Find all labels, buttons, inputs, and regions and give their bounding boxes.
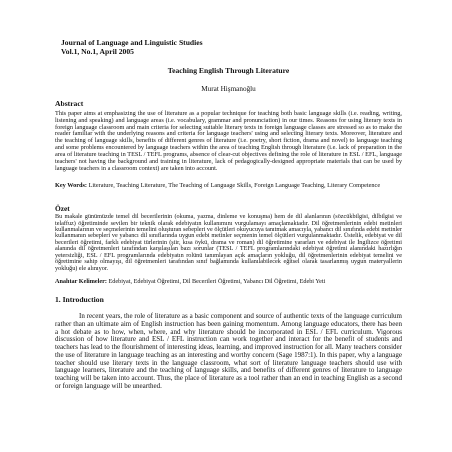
paper-author: Murat Hişmanoğlu (201, 84, 256, 93)
keywords-text: Literature, Teaching Literature, The Teaching of Language Skills, Foreign Language Teaching, Literary Competence (87, 182, 381, 190)
introduction-heading: 1. Introduction (55, 295, 104, 305)
abstract-heading: Abstract (55, 98, 84, 108)
journal-name: Journal of Language and Linguistic Studies (61, 38, 203, 47)
paper-title: Teaching English Through Literature (167, 65, 290, 75)
anahtar-text: Edebiyat, Edebiyat Öğretimi, Dil Becerileri Öğretimi, Yabancı Dil Öğretimi, Edebi Yeti (106, 278, 326, 286)
keywords (55, 183, 402, 190)
journal-header (61, 39, 402, 57)
ozet-heading: Özet (55, 204, 70, 214)
anahtar-kelimeler (55, 279, 402, 286)
ozet-text: Bu makale günümüzde temel dil becerilerinin (okuma, yazma, dinleme ve konuşma) hem de dil alanlarının (sözcükbilgisi, dilbilgisi ve telaffuz) öğretiminde sevilen bir teknik olarak edebiyatın kullanımını vurgulamayı amaçlamaktadır. Dil öğretmenlerinin edebi metinleri kullanmalarının ve seçmelerinin temelini oluşturan sebepleri ve ölçütleri okuyucuya tanıtmak amacıyla, yabancı dil sınıfında edebi metinler kullanmanın sebepleri ve yabancı dil sınıflarında uygun edebi metinler seçmenin temel ölçütleri vurgulanmaktadır. Üstelik, edebiyat ve dil becerileri öğretimi, farklı edebiyat türlerinin (şiir, kısa öykü, drama ve roman) dil öğretimine yararları ve edebiyat ile İngilizce öğretimi alanında dil öğretmenleri tarafından karşılaşılan bazı sorunlar (TESL / TEFL programlarındaki edebiyat öğretimi alanındaki hazırlığın yetersizliği, ESL / EFL programlarında edebiyatın rolünü tanımlayan açık amaçların yokluğu, dil öğretmenlerinin edebiyat temelini ve öğretimine sahip olmayışı, dil öğretmenleri tarafından sınıf bağlamında kullanılabilecek eğitsel olarak tasarlanmış uygun materyallerin yokluğu) ele alınıyor. (55, 213, 402, 272)
abstract-text: This paper aims at emphasizing the use of literature as a popular technique for teaching both basic language skills (i.e. reading, writing, listening and speaking) and language areas (i.e. vocabulary, grammar and pronunciation) in our times. Reasons for using literary texts in foreign language classroom and main criteria for selecting suitable literary texts in foreign language classes are stressed so as to make the reader familiar with the underlying reasons and criteria for language teachers' using and selecting literary texts. Moreover, literature and the teaching of language skills, benefits of different genres of literature (i.e. poetry, short fiction, drama and novel) to language teaching and some problems encountered by language teachers within the area of teaching English through literature (i.e. lack of preparation in the area of literature teaching in TESL / TEFL programs, absence of clear-cut objectives defining the role of literature in ESL / EFL, language teachers' not having the background and training in literature, lack of pedagogically-designed appropriate materials that can be used by language teachers in a classroom context) are taken into account. (55, 109, 402, 173)
anahtar-label: Anahtar Kelimeler: (55, 278, 107, 286)
keywords-label: Key Words: (55, 182, 88, 190)
introduction-text: In recent years, the role of literature as a basic component and source of authentic texts of the language curriculum rather than an ultimate aim of English instruction has been gaining momentum. Among language educators, there has been a hot debate as to how, when, where, and why literature should be incorporated in ESL / EFL curriculum. Vigorous discussion of how literature and ESL / EFL instruction can work together and interact for the benefit of students and teachers has lead to the flourishment of interesting ideas, learning, and improved instruction for all. Many teachers consider the use of literature in language teaching as an interesting and worthy concern (Sage 1987:1). In this paper, why a language teacher should use literary texts in the language classroom, what sort of literature language teachers should use with language learners, literature and the teaching of language skills, and benefits of different genres of literature to language teaching will be taken into account. Thus, the place of literature as a tool rather than an end in teaching English as a second or foreign language will be unearthed. (55, 312, 402, 390)
journal-issue: Vol.1, No.1, April 2005 (61, 46, 134, 56)
